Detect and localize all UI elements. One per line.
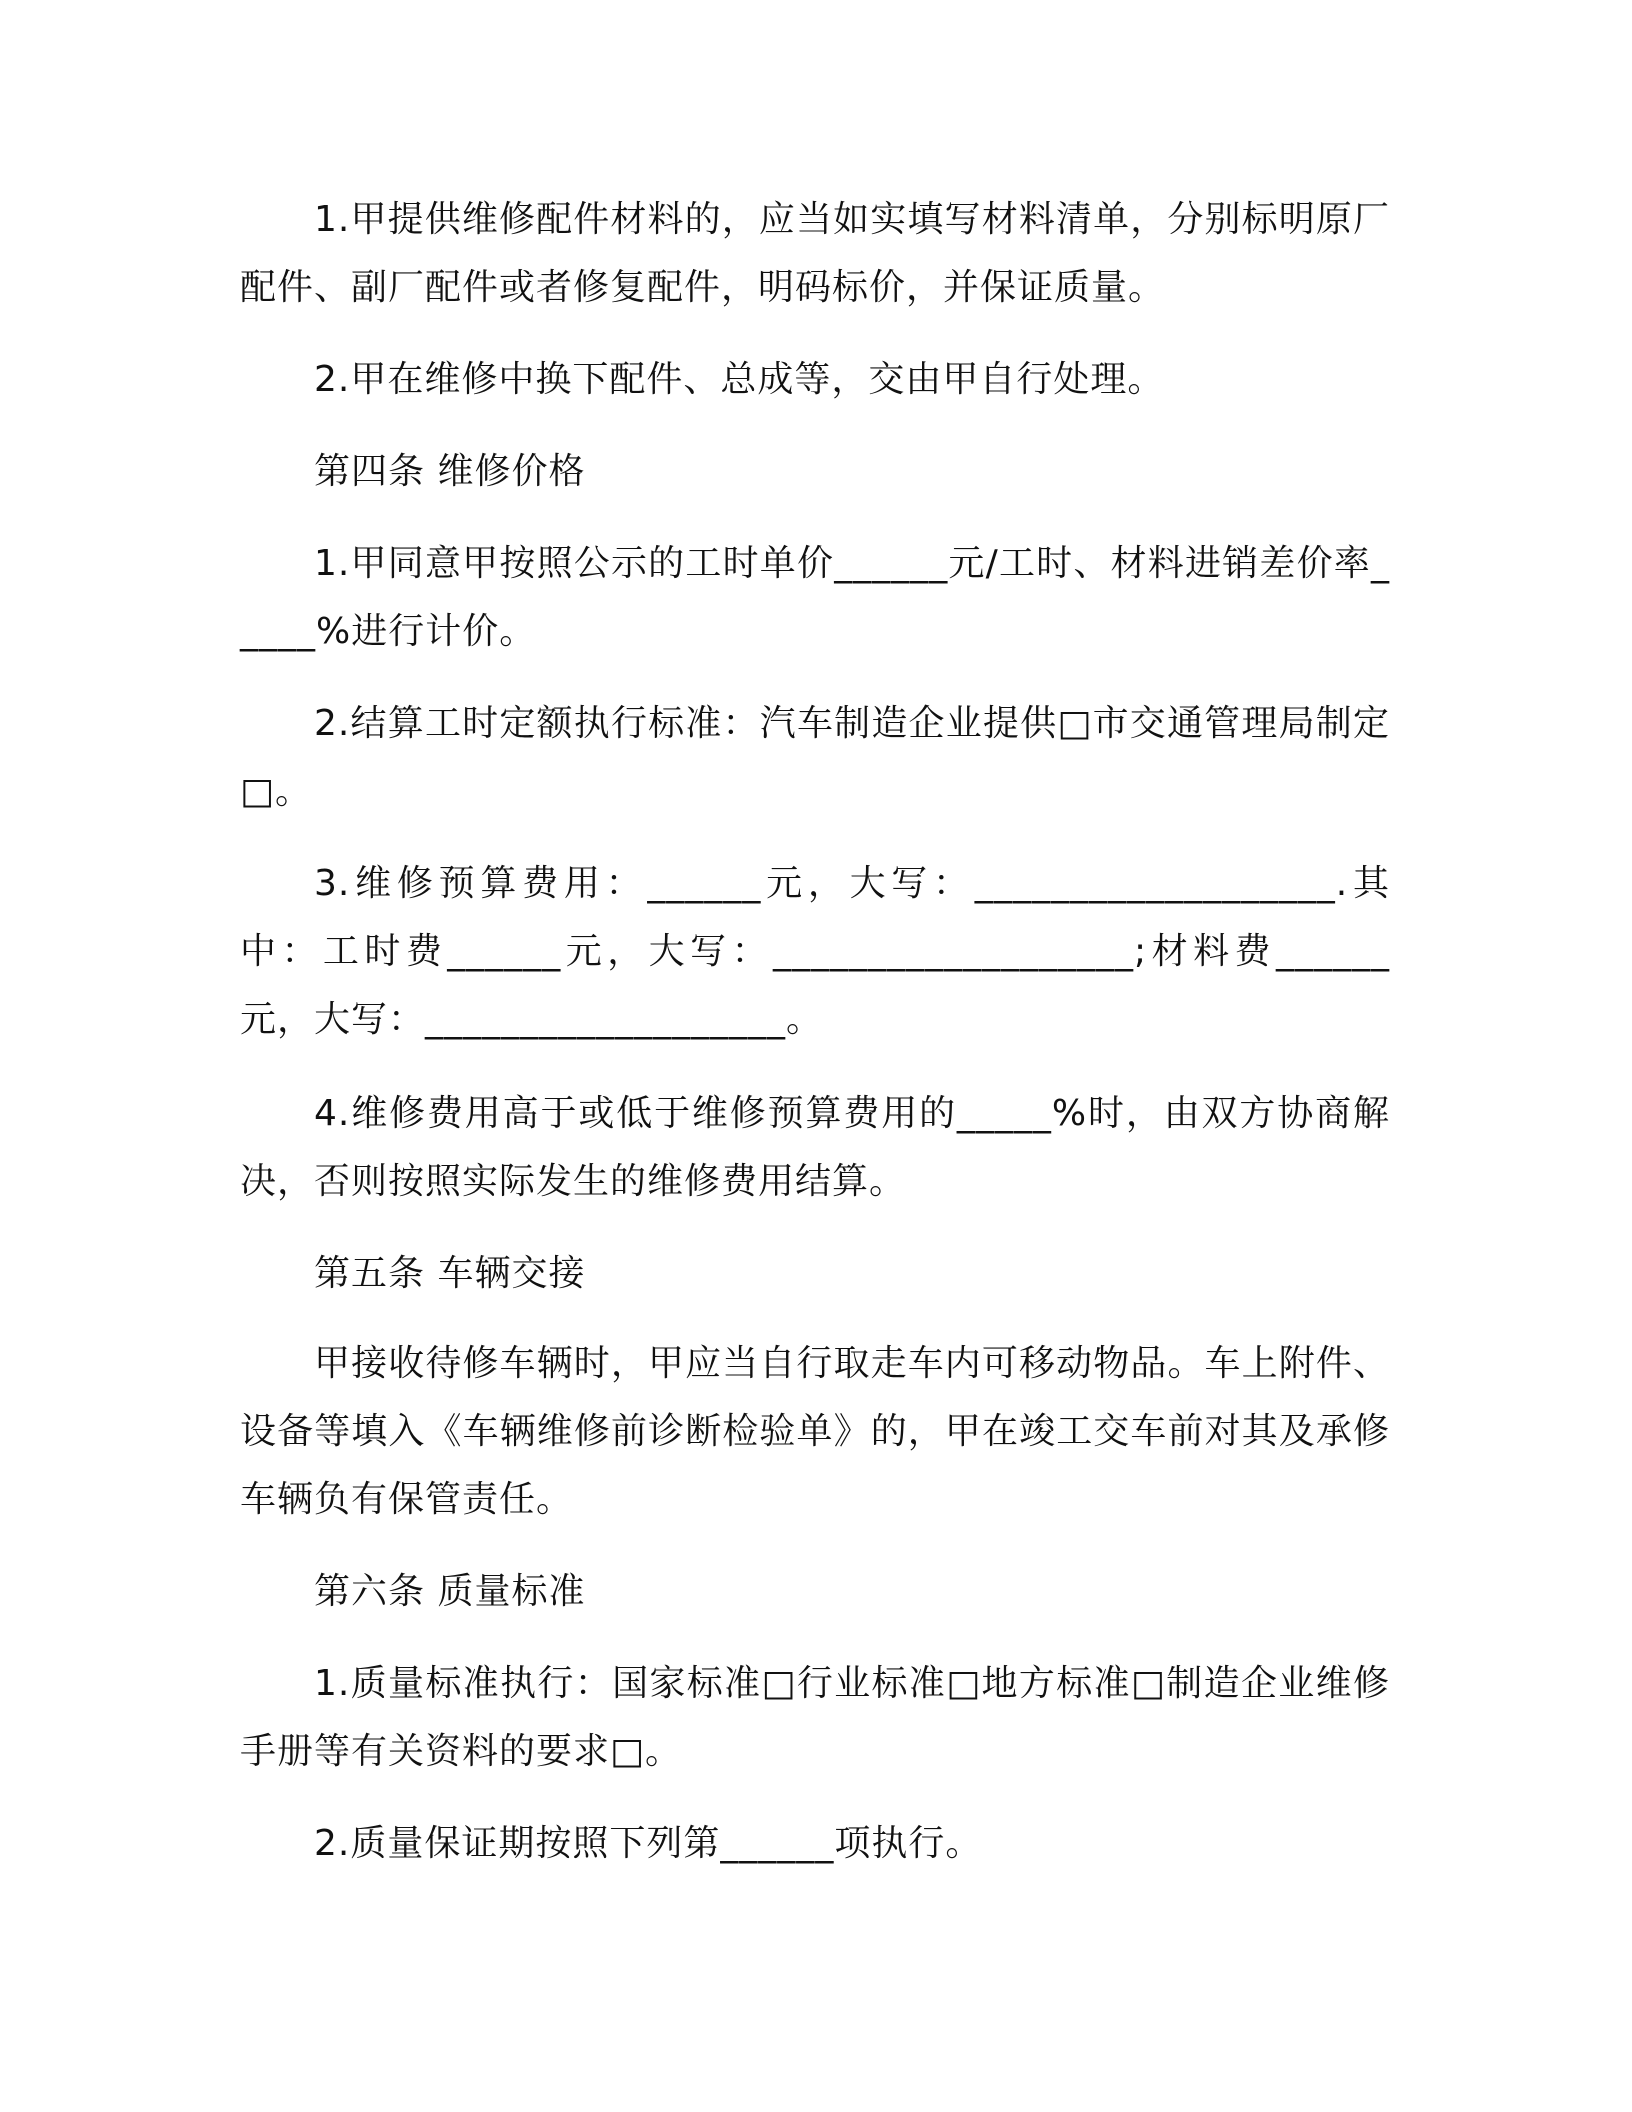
paragraph-pricing-rate: 1.甲同意甲按照公示的工时单价______元/工时、材料进销差价率_____%进行计价。 (240, 543, 1390, 652)
paragraph-replaced-parts: 2.甲在维修中换下配件、总成等，交由甲自行处理。 (314, 359, 1165, 400)
section-heading-article-6: 第六条 质量标准 (314, 1571, 586, 1612)
paragraph-vehicle-handover: 甲接收待修车辆时，甲应当自行取走车内可移动物品。车上附件、设备等填入《车辆维修前诊断检验单》的，甲在竣工交车前对其及承修车辆负有保管责任。 (240, 1343, 1390, 1520)
paragraph-parts-supply: 1.甲提供维修配件材料的，应当如实填写材料清单，分别标明原厂配件、副厂配件或者修复配件，明码标价，并保证质量。 (240, 199, 1390, 308)
paragraph-budget-cost: 3.维修预算费用：______元，大写：___________________.其中：工时费______元，大写：___________________;材料费______元，大写：___________________。 (240, 863, 1390, 1040)
paragraph-quality-standard: 1.质量标准执行：国家标准□行业标准□地方标准□制造企业维修手册等有关资料的要求□。 (240, 1663, 1390, 1772)
section-heading-article-5: 第五条 车辆交接 (314, 1253, 586, 1294)
section-heading-article-4: 第四条 维修价格 (314, 451, 586, 492)
paragraph-warranty-period: 2.质量保证期按照下列第______项执行。 (314, 1823, 983, 1864)
paragraph-labor-standard: 2.结算工时定额执行标准：汽车制造企业提供□市交通管理局制定□。 (240, 703, 1390, 812)
paragraph-cost-deviation: 4.维修费用高于或低于维修预算费用的_____%时，由双方协商解决，否则按照实际发生的维修费用结算。 (240, 1093, 1390, 1202)
